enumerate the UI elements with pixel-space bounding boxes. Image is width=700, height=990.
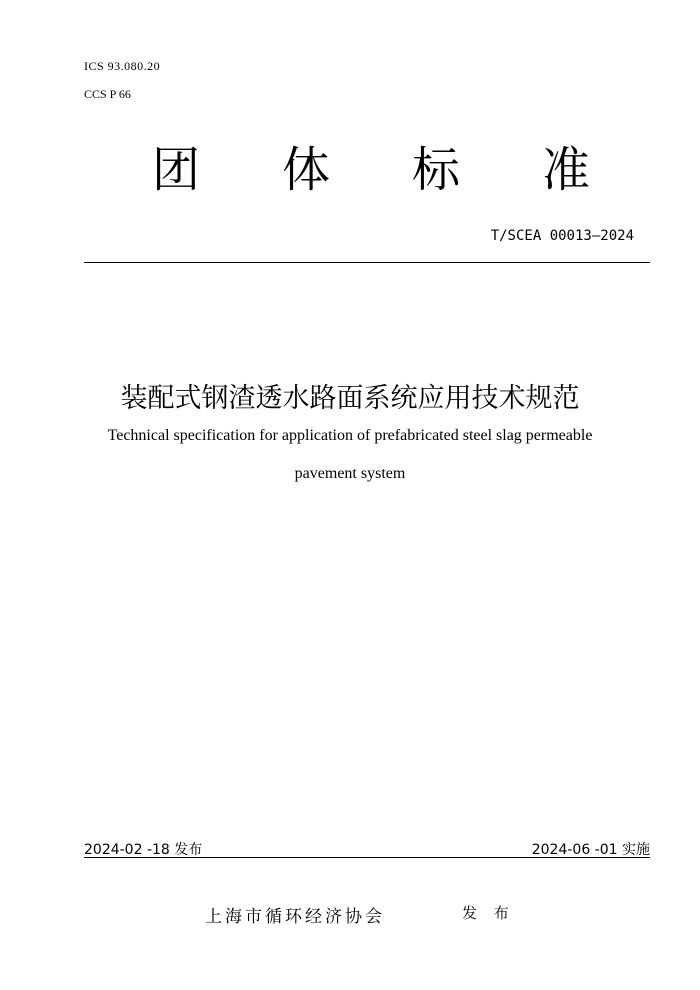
title-english-line-2: pavement system — [294, 465, 406, 482]
title-chinese: 装配式钢渣透水路面系统应用技术规范 — [120, 383, 580, 414]
standard-type-char: 体 — [281, 142, 330, 198]
bottom-divider — [84, 857, 650, 858]
standard-number: T/SCEA 00013—2024 — [490, 228, 634, 244]
top-divider — [84, 262, 650, 263]
publish-label: 发 布 — [462, 904, 515, 922]
publisher-name: 上海市循环经济协会 — [205, 907, 385, 927]
standard-type-char: 团 — [152, 142, 201, 198]
implementation-date: 2024-06 -01 实施 — [531, 842, 650, 858]
title-english-line-1: Technical specification for application of prefabricated steel slag permeable — [107, 427, 593, 444]
standard-type-char: 标 — [411, 142, 460, 198]
standard-type-heading — [84, 138, 650, 202]
issue-date: 2024-02 -18 发布 — [84, 842, 203, 858]
ics-code: ICS 93.080.20 — [84, 59, 161, 73]
standard-type-char: 准 — [541, 142, 590, 198]
ccs-code: CCS P 66 — [84, 87, 131, 101]
